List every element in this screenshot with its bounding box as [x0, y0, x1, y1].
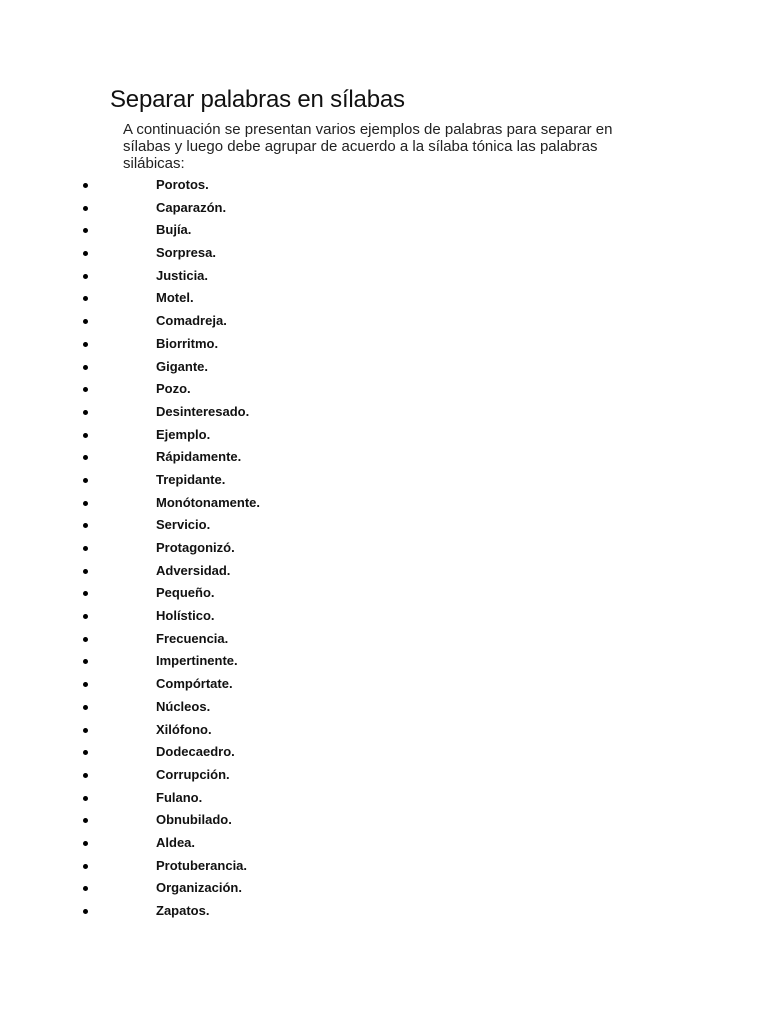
bullet-icon	[83, 501, 88, 506]
bullet-icon	[83, 637, 88, 642]
bullet-icon	[83, 614, 88, 619]
list-item	[0, 810, 768, 833]
word-label: Trepidante.	[156, 471, 226, 487]
bullet-icon	[83, 818, 88, 823]
list-item	[0, 742, 768, 765]
word-label: Rápidamente.	[156, 449, 242, 465]
bullet-icon	[83, 206, 88, 211]
list-item	[0, 311, 768, 334]
list-item	[0, 288, 768, 311]
bullet-icon	[83, 387, 88, 392]
word-label: Frecuencia.	[156, 630, 229, 646]
word-label: Motel.	[156, 290, 194, 306]
bullet-icon	[83, 319, 88, 324]
bullet-icon	[83, 682, 88, 687]
list-item	[0, 175, 768, 198]
bullet-icon	[83, 296, 88, 301]
bullet-icon	[83, 591, 88, 596]
word-label: Holístico.	[156, 608, 215, 624]
bullet-icon	[83, 728, 88, 733]
word-label: Aldea.	[156, 834, 196, 850]
list-item	[0, 833, 768, 856]
word-label: Compórtate.	[156, 676, 233, 692]
list-item	[0, 856, 768, 879]
bullet-icon	[83, 478, 88, 483]
word-label: Desinteresado.	[156, 403, 250, 419]
bullet-icon	[83, 365, 88, 370]
word-label: Sorpresa.	[156, 245, 216, 261]
list-item	[0, 674, 768, 697]
list-item	[0, 561, 768, 584]
word-label: Núcleos.	[156, 698, 211, 714]
bullet-icon	[83, 410, 88, 415]
page-title: Separar palabras en sílabas	[110, 86, 405, 113]
list-item	[0, 334, 768, 357]
word-label: Zapatos.	[156, 903, 210, 918]
bullet-icon	[83, 251, 88, 256]
word-label: Impertinente.	[156, 653, 238, 669]
word-label: Organización.	[156, 880, 242, 896]
list-item	[0, 606, 768, 629]
word-list	[0, 175, 768, 924]
word-label: Protagonizó.	[156, 540, 235, 555]
word-label: Adversidad.	[156, 562, 231, 578]
list-item	[0, 765, 768, 788]
bullet-icon	[83, 342, 88, 347]
word-label: Pozo.	[156, 381, 191, 397]
bullet-icon	[83, 274, 88, 279]
bullet-icon	[83, 705, 88, 710]
list-item	[0, 901, 768, 924]
list-item	[0, 447, 768, 470]
list-item	[0, 788, 768, 811]
bullet-icon	[83, 569, 88, 574]
word-label: Gigante.	[156, 358, 209, 374]
list-item	[0, 402, 768, 425]
list-item	[0, 470, 768, 493]
word-label: Fulano.	[156, 789, 203, 805]
list-item	[0, 697, 768, 720]
word-label: Monótonamente.	[156, 494, 260, 510]
bullet-icon	[83, 183, 88, 188]
word-label: Dodecaedro.	[156, 744, 235, 760]
list-item	[0, 583, 768, 606]
bullet-icon	[83, 455, 88, 460]
list-item	[0, 220, 768, 243]
bullet-icon	[83, 886, 88, 891]
bullet-icon	[83, 796, 88, 801]
word-label: Porotos.	[156, 177, 209, 192]
list-item	[0, 651, 768, 674]
intro-paragraph: A continuación se presentan varios ejemplos de palabras para separar en sílabas y luego debe agrupar de acuerdo a la sílaba tónica las palabras silábicas:	[123, 121, 613, 172]
word-label: Xilófono.	[156, 721, 212, 737]
bullet-icon	[83, 864, 88, 869]
word-label: Comadreja.	[156, 313, 227, 329]
bullet-icon	[83, 750, 88, 755]
word-label: Ejemplo.	[156, 426, 211, 442]
list-item	[0, 878, 768, 901]
word-label: Corrupción.	[156, 766, 230, 782]
word-label: Pequeño.	[156, 585, 215, 601]
list-item	[0, 243, 768, 266]
list-item	[0, 515, 768, 538]
list-item	[0, 266, 768, 289]
word-label: Biorritmo.	[156, 335, 219, 351]
bullet-icon	[83, 659, 88, 664]
list-item	[0, 425, 768, 448]
list-item	[0, 720, 768, 743]
word-label: Servicio.	[156, 517, 211, 533]
word-label: Caparazón.	[156, 199, 227, 215]
list-item	[0, 198, 768, 221]
bullet-icon	[83, 773, 88, 778]
bullet-icon	[83, 909, 88, 914]
word-label: Bujía.	[156, 222, 192, 238]
word-label: Protuberancia.	[156, 857, 248, 873]
bullet-icon	[83, 841, 88, 846]
word-label: Obnubilado.	[156, 812, 232, 828]
list-item	[0, 629, 768, 652]
bullet-icon	[83, 433, 88, 438]
list-item	[0, 379, 768, 402]
list-item	[0, 538, 768, 561]
word-label: Justicia.	[156, 267, 209, 283]
bullet-icon	[83, 228, 88, 233]
list-item	[0, 357, 768, 380]
bullet-icon	[83, 523, 88, 528]
list-item	[0, 493, 768, 516]
bullet-icon	[83, 546, 88, 551]
